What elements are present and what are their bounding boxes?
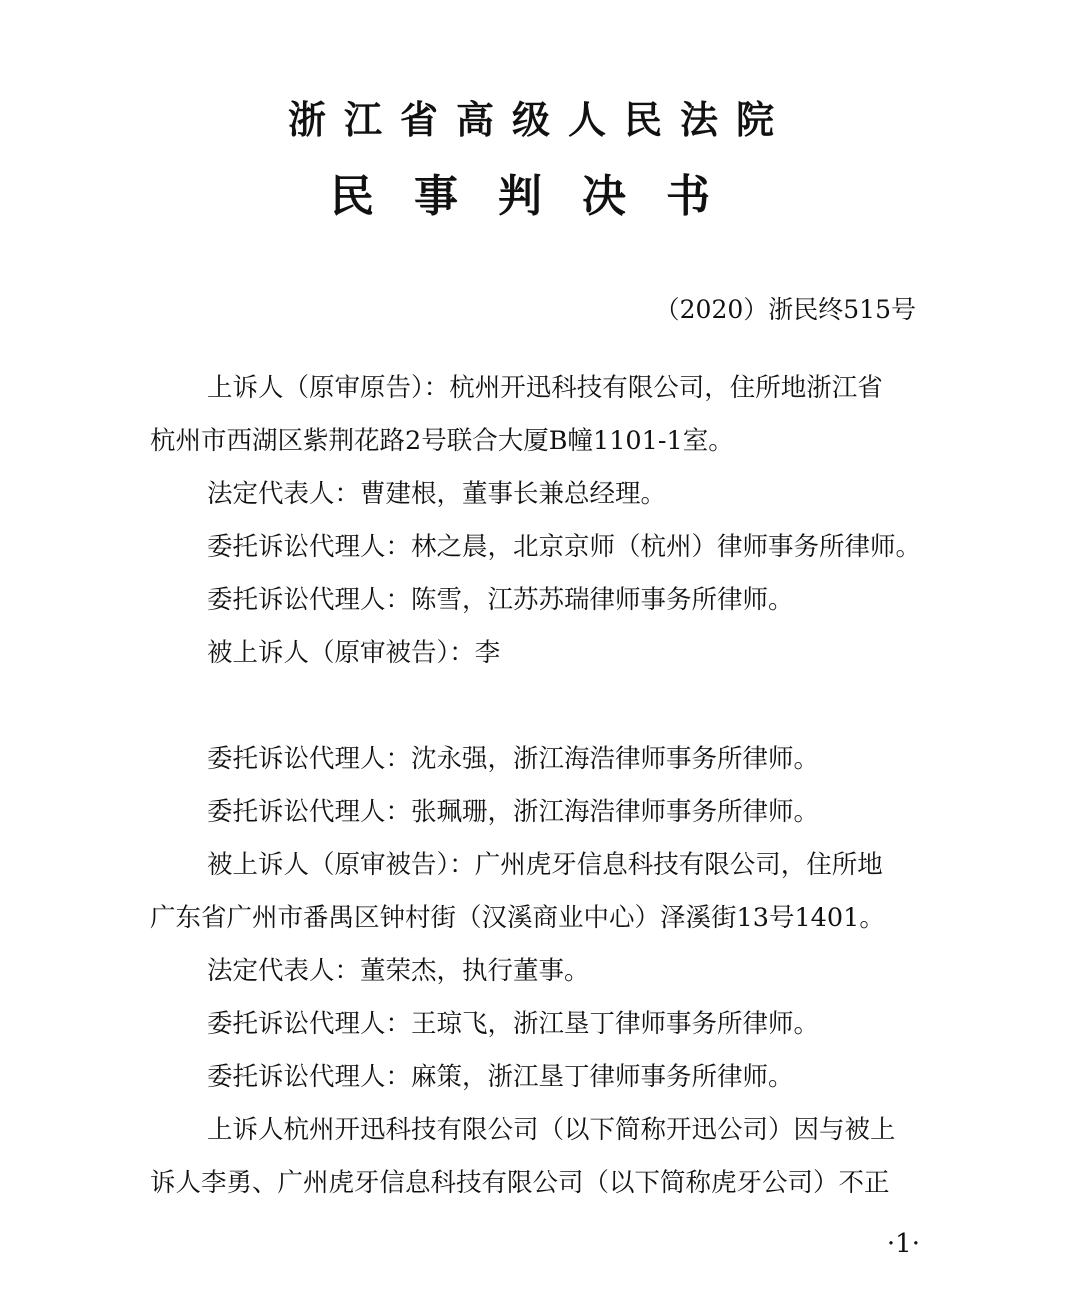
appellee-1-paragraph: 被上诉人（原审被告）：李 xyxy=(207,638,501,668)
document-type-title: 民事判决书 xyxy=(330,171,750,222)
text-line: 上诉人（原审原告）：杭州开迅科技有限公司，住所地浙江省 xyxy=(207,373,883,403)
appellant-paragraph xyxy=(150,362,960,468)
text-line: 被上诉人（原审被告）：广州虎牙信息科技有限公司，住所地 xyxy=(207,850,883,880)
judgment-body xyxy=(150,362,960,1210)
court-name: 浙江省高级人民法院 xyxy=(287,97,792,142)
text-line: 杭州市西湖区紫荆花路2号联合大厦B幢1101-1室。 xyxy=(150,426,734,456)
appellee-1-agent-2: 委托诉讼代理人：张珮珊，浙江海浩律师事务所律师。 xyxy=(207,797,820,827)
appellee-2-agent-1: 委托诉讼代理人：王琼飞，浙江垦丁律师事务所律师。 xyxy=(207,1009,820,1039)
page-number: ·1· xyxy=(886,1229,920,1259)
text-line: 上诉人杭州开迅科技有限公司（以下简称开迅公司）因与被上 xyxy=(207,1115,896,1145)
text-line: 广东省广州市番禺区钟村街（汉溪商业中心）泽溪街13号1401。 xyxy=(150,903,885,933)
text-line: 诉人李勇、广州虎牙信息科技有限公司（以下简称虎牙公司）不正 xyxy=(150,1168,890,1198)
appellant-legal-representative: 法定代表人：曹建根，董事长兼总经理。 xyxy=(207,479,667,509)
case-summary-paragraph xyxy=(150,1104,960,1210)
appellee-2-agent-2: 委托诉讼代理人：麻策，浙江垦丁律师事务所律师。 xyxy=(207,1062,794,1092)
appellee-1-agent-1: 委托诉讼代理人：沈永强，浙江海浩律师事务所律师。 xyxy=(207,744,820,774)
appellant-agent-2: 委托诉讼代理人：陈雪，江苏苏瑞律师事务所律师。 xyxy=(207,585,794,615)
appellee-2-legal-representative: 法定代表人：董荣杰，执行董事。 xyxy=(207,956,590,986)
appellee-2-paragraph xyxy=(150,839,960,945)
appellant-agent-1: 委托诉讼代理人：林之晨，北京京师（杭州）律师事务所律师。 xyxy=(207,532,922,562)
case-number: （2020）浙民终515号 xyxy=(654,295,916,324)
redacted-gap xyxy=(150,680,960,733)
